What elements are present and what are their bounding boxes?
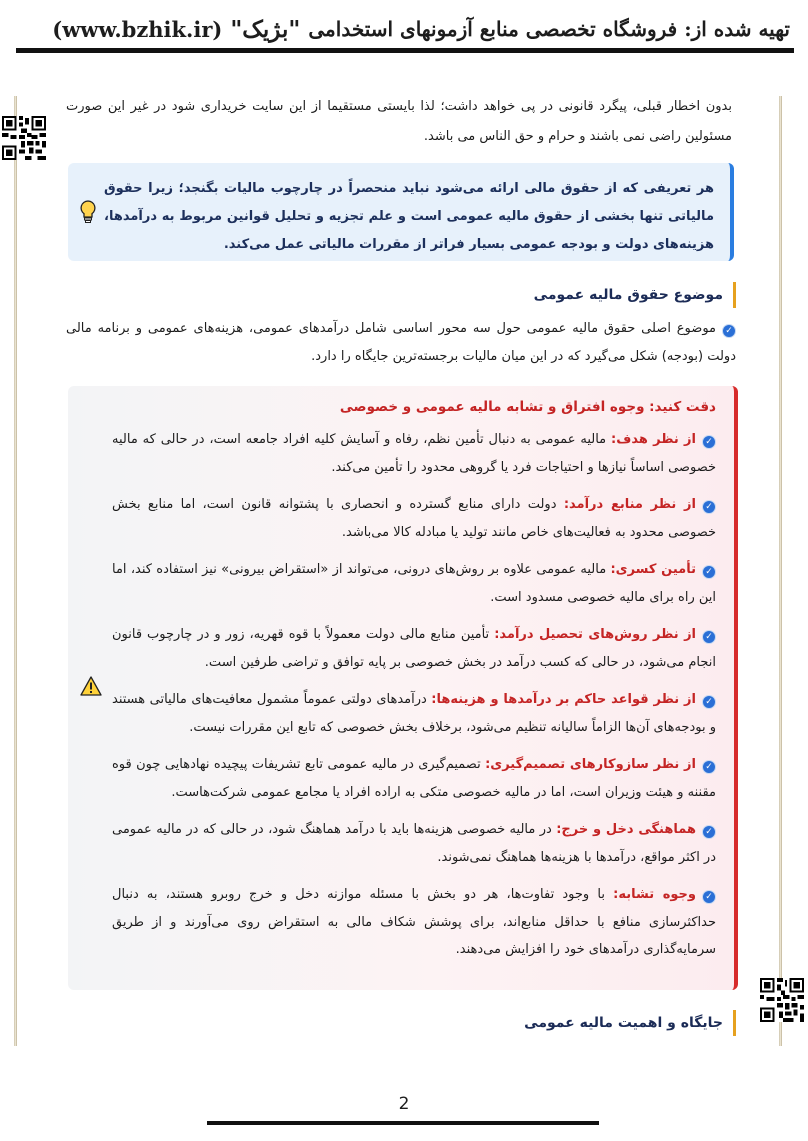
section1-title: موضوع حقوق مالیه عمومی — [533, 287, 723, 303]
footer-rule — [207, 1121, 599, 1125]
item-label: از نظر سازوکارهای تصمیم‌گیری: — [485, 757, 696, 772]
header-prefix: تهیه شده از: فروشگاه تخصصی منابع آزمونهای استخدامی — [308, 17, 790, 41]
item-text: تصمیم‌گیری در مالیه عمومی تابع تشریفات پیچیده نهادهایی چون قوه مقننه و هیئت وزیران است، اما در مالیه خصوصی متکی به اراده افراد یا مجامع عمومی شرکت‌هاست. — [112, 757, 716, 800]
item-label: از نظر روش‌های تحصیل درآمد: — [494, 627, 697, 642]
list-item — [112, 816, 716, 871]
header-brand: "بژیک" — [230, 15, 301, 43]
right-border-frame — [779, 96, 782, 1046]
page-number: 2 — [398, 1094, 410, 1114]
check-bullet-icon: ✓ — [702, 565, 716, 579]
item-text: با وجود تفاوت‌ها، هر دو بخش با مسئله موازنه دخل و خرج روبرو هستند، به دنبال حداکثرسازی منافع با حداقل منابع‌اند، برای پوشش شکاف مالی به استقراض روی می‌آورند و از طریق سرمایه‌گذاری درآمدهای خود را افزایش می‌دهند. — [112, 887, 716, 957]
check-bullet-icon: ✓ — [702, 825, 716, 839]
left-border-frame — [14, 96, 17, 1046]
check-bullet-icon: ✓ — [702, 630, 716, 644]
list-item — [112, 621, 716, 676]
note-title: دقت کنید: وجوه افتراق و تشابه مالیه عمومی و خصوصی — [339, 399, 716, 415]
section2-title: جایگاه و اهمیت مالیه عمومی — [524, 1015, 723, 1031]
page-header — [18, 14, 790, 44]
item-label: تأمین کسری: — [610, 562, 696, 577]
item-text: مالیه عمومی علاوه بر روش‌های درونی، می‌تواند از «استقراض بیرونی» نیز استفاده کند، اما این راه برای مالیه خصوصی مسدود است. — [112, 562, 716, 605]
intro-paragraph — [66, 92, 732, 152]
check-bullet-icon: ✓ — [702, 695, 716, 709]
heading-accent-bar — [733, 1010, 736, 1036]
note-list — [112, 426, 716, 964]
item-text: درآمدهای دولتی عموماً مشمول معافیت‌های مالیاتی هستند و بودجه‌های آن‌ها الزاماً سالیانه تنظیم می‌شود، برخلاف بخش خصوصی که تابع این مقررات نیست. — [112, 692, 716, 735]
header-rule — [16, 48, 794, 53]
item-label: وجوه تشابه: — [613, 887, 696, 902]
section1-paragraph — [66, 315, 736, 371]
qr-code-icon — [760, 978, 804, 1022]
list-item — [112, 686, 716, 741]
info-callout-text: هر تعریفی که از حقوق مالی ارائه می‌شود نباید منحصراً در چارچوب مالیات بگنجد؛ زیرا حقوق مالیاتی تنها بخشی از حقوق مالیه عمومی است و علم تجزیه و تحلیل قوانین مربوط به درآمدها، هزینه‌های دولت و بودجه عمومی بسیار فراتر از مقررات مالیاتی عمل می‌کند. — [104, 181, 714, 252]
section-heading — [534, 282, 736, 308]
check-bullet-icon: ✓ — [702, 435, 716, 449]
item-label: از نظر قواعد حاکم بر درآمدها و هزینه‌ها: — [431, 692, 696, 707]
check-bullet-icon: ✓ — [702, 760, 716, 774]
check-bullet-icon: ✓ — [722, 324, 736, 338]
intro-text: بدون اخطار قبلی، پیگرد قانونی در پی خواهد داشت؛ لذا بایستی مستقیما از این سایت خریداری شود در غیر این صورت مسئولین راضی نمی باشند و حرام و حق الناس می باشد. — [66, 99, 732, 144]
list-item — [112, 426, 716, 481]
header-url[interactable]: (www.bzhik.ir) — [52, 16, 223, 42]
item-text: تأمین منابع مالی دولت معمولاً با قوه قهریه، زور و در چارچوب قانون انجام می‌شود، در حالی که کسب درآمد در بخش خصوصی بر پایه توافق و تراضی طرفین است. — [112, 627, 716, 670]
section1-text: موضوع اصلی حقوق مالیه عمومی حول سه محور اساسی شامل درآمدهای عمومی، هزینه‌های عمومی و برنامه مالی دولت (بودجه) شکل می‌گیرد که در این میان مالیات برجسته‌ترین جایگاه را دارد. — [66, 321, 736, 364]
list-item — [112, 556, 716, 611]
qr-code-icon — [2, 116, 46, 160]
item-text: در مالیه خصوصی هزینه‌ها باید با درآمد هماهنگ شود، در حالی که در مالیه عمومی در اکثر مواقع، درآمدها با هزینه‌ها هماهنگ نمی‌شوند. — [112, 822, 716, 865]
item-label: هماهنگی دخل و خرج: — [556, 822, 696, 837]
warning-icon — [80, 676, 102, 696]
section-heading — [524, 1010, 736, 1036]
item-label: از نظر هدف: — [611, 432, 697, 447]
list-item — [112, 751, 716, 806]
check-bullet-icon: ✓ — [702, 890, 716, 904]
info-callout — [68, 163, 734, 261]
check-bullet-icon: ✓ — [702, 500, 716, 514]
item-text: دولت دارای منابع گسترده و انحصاری با پشتوانه قانون است، اما منابع بخش خصوصی محدود به فعالیت‌های خاص مانند تولید یا مبادله کالا می‌باشد. — [112, 497, 716, 540]
list-item — [112, 881, 716, 964]
heading-accent-bar — [733, 282, 736, 308]
lightbulb-icon — [78, 200, 98, 224]
note-callout — [68, 386, 738, 990]
item-text: مالیه عمومی به دنبال تأمین نظم، رفاه و آسایش کلیه افراد جامعه است، در حالی که مالیه خصوصی اساساً نیازها و احتیاجات فرد یا گروهی محدود را تأمین می‌کند. — [112, 432, 716, 475]
list-item — [112, 491, 716, 546]
item-label: از نظر منابع درآمد: — [563, 497, 696, 512]
